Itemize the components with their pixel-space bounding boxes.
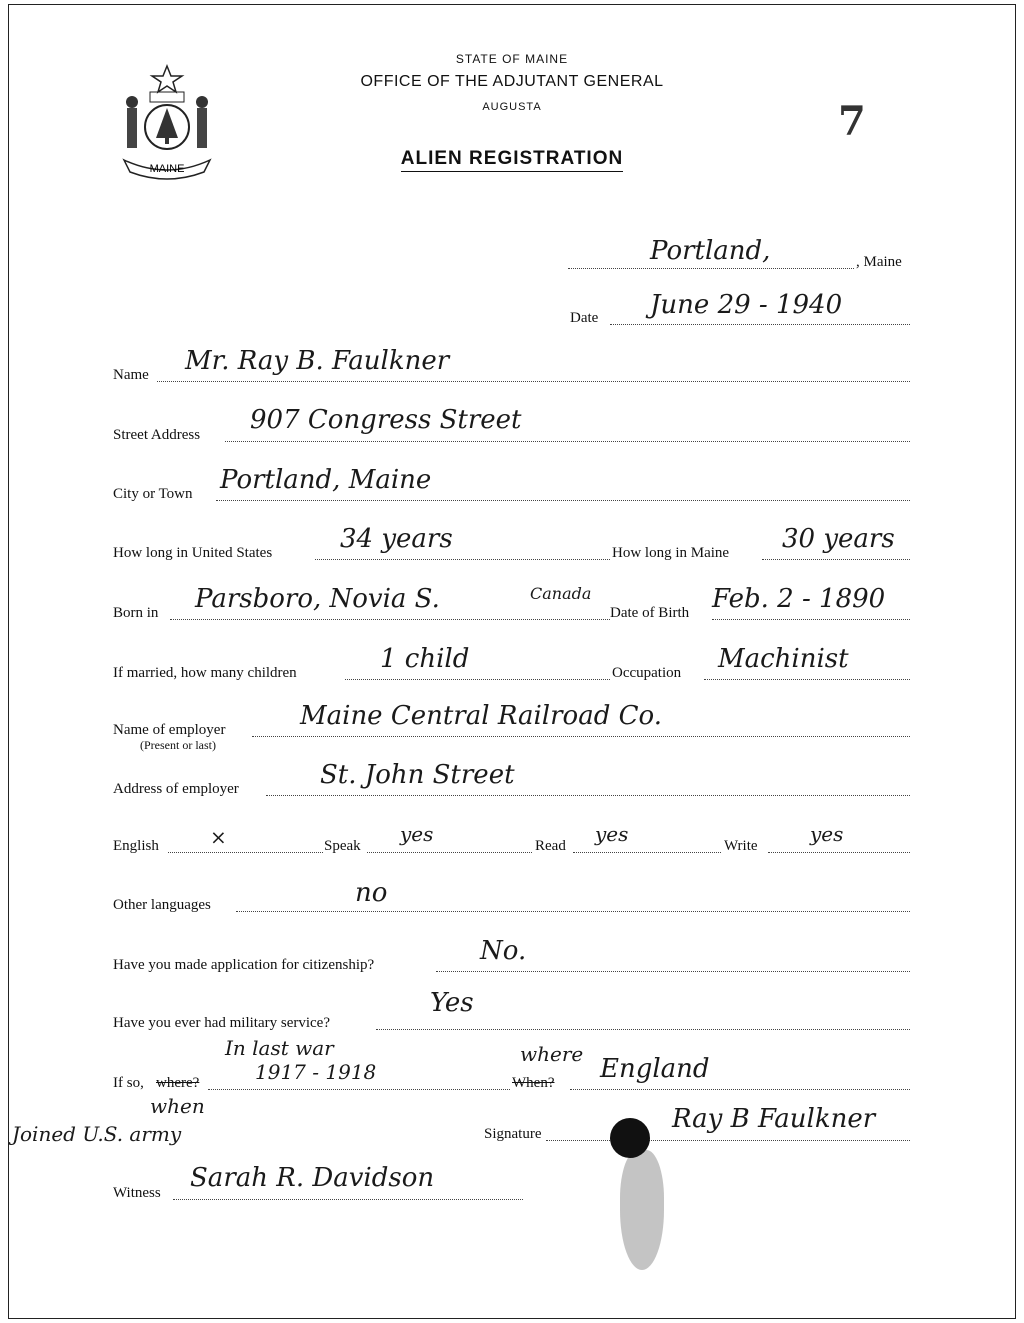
how-long-us-label: How long in United States [113,545,273,561]
born-in-line [170,619,610,620]
date-value: June 29 - 1940 [650,290,843,320]
other-lang-value: no [355,878,388,908]
write-label: Write [724,838,758,854]
employer-address-label: Address of employer [113,781,239,797]
english-line [168,852,323,853]
children-value: 1 child [380,644,470,674]
how-long-maine-label: How long in Maine [612,545,730,561]
form-title [0,148,1024,170]
name-line [157,381,910,382]
occupation-label: Occupation [612,665,682,681]
occupation-value: Machinist [718,644,849,674]
where-printed-label: where? [156,1075,200,1091]
read-label: Read [535,838,566,854]
name-value: Mr. Ray B. Faulkner [185,346,450,376]
street-value: 907 Congress Street [250,405,522,435]
citizenship-line [436,971,910,972]
employer-label: Name of employer [113,722,226,738]
header-office: OFFICE OF THE ADJUTANT GENERAL [360,73,664,90]
where-value: England [600,1054,710,1084]
street-line [225,441,910,442]
children-label: If married, how many children [113,665,297,681]
military-value: Yes [430,988,474,1018]
military-label: Have you ever had military service? [113,1015,330,1031]
employer-sub-label: (Present or last) [140,738,216,752]
ink-drip [620,1150,664,1270]
dob-value: Feb. 2 - 1890 [712,584,886,614]
born-country-value: Canada [530,584,592,603]
header-city: AUGUSTA [482,101,542,113]
citizenship-label: Have you made application for citizenship? [113,957,375,973]
how-long-maine-line [762,559,910,560]
witness-label: Witness [113,1185,161,1201]
where-line [208,1089,510,1090]
english-value: × [210,825,227,849]
employer-address-line [266,795,910,796]
header-state: STATE OF MAINE [455,52,569,66]
employer-address-value: St. John Street [320,760,515,790]
how-long-us-line [315,559,610,560]
occupation-line [704,679,910,680]
signature-line [546,1140,910,1141]
in-war-value: In last war [225,1036,334,1060]
other-lang-line [236,911,910,912]
dob-label: Date of Birth [610,605,690,621]
english-label: English [113,838,159,854]
date-label: Date [570,310,599,326]
name-label: Name [113,367,149,383]
place-value: Portland, [650,236,771,266]
city-line [216,500,910,501]
signature-label: Signature [484,1126,542,1142]
city-value: Portland, Maine [220,465,432,495]
witness-line [173,1199,523,1200]
signature-value: Ray B Faulkner [672,1104,876,1134]
speak-value: yes [400,822,434,846]
date-line [610,324,910,325]
place-line [568,268,854,269]
form-title-text: ALIEN REGISTRATION [401,148,623,172]
read-value: yes [595,822,629,846]
years-value: 1917 - 1918 [255,1060,377,1084]
joined-value: Joined U.S. army [12,1122,182,1146]
where-hw-value: where [520,1042,584,1066]
other-lang-label: Other languages [113,897,211,913]
street-label: Street Address [113,427,201,443]
when-hw-value: when [150,1094,205,1118]
seal-text: MAINE [149,163,185,175]
city-label: City or Town [113,486,193,502]
place-suffix-label: , Maine [856,254,902,270]
how-long-us-value: 34 years [340,524,453,554]
dob-line [712,619,910,620]
speak-line [367,852,532,853]
military-line [376,1029,910,1030]
corner-mark: 7 [838,98,866,145]
employer-value: Maine Central Railroad Co. [300,701,662,731]
citizenship-value: No. [480,936,527,966]
speak-label: Speak [324,838,361,854]
how-long-maine-value: 30 years [782,524,895,554]
when-line [570,1089,910,1090]
if-so-label: If so, [113,1075,144,1091]
ink-blot [610,1118,650,1158]
born-in-value: Parsboro, Novia S. [195,584,440,614]
when-printed-label: When? [512,1075,555,1091]
write-line [768,852,910,853]
write-value: yes [810,822,844,846]
children-line [345,679,610,680]
witness-value: Sarah R. Davidson [190,1163,435,1193]
born-in-label: Born in [113,605,159,621]
read-line [573,852,721,853]
employer-line [252,736,910,737]
